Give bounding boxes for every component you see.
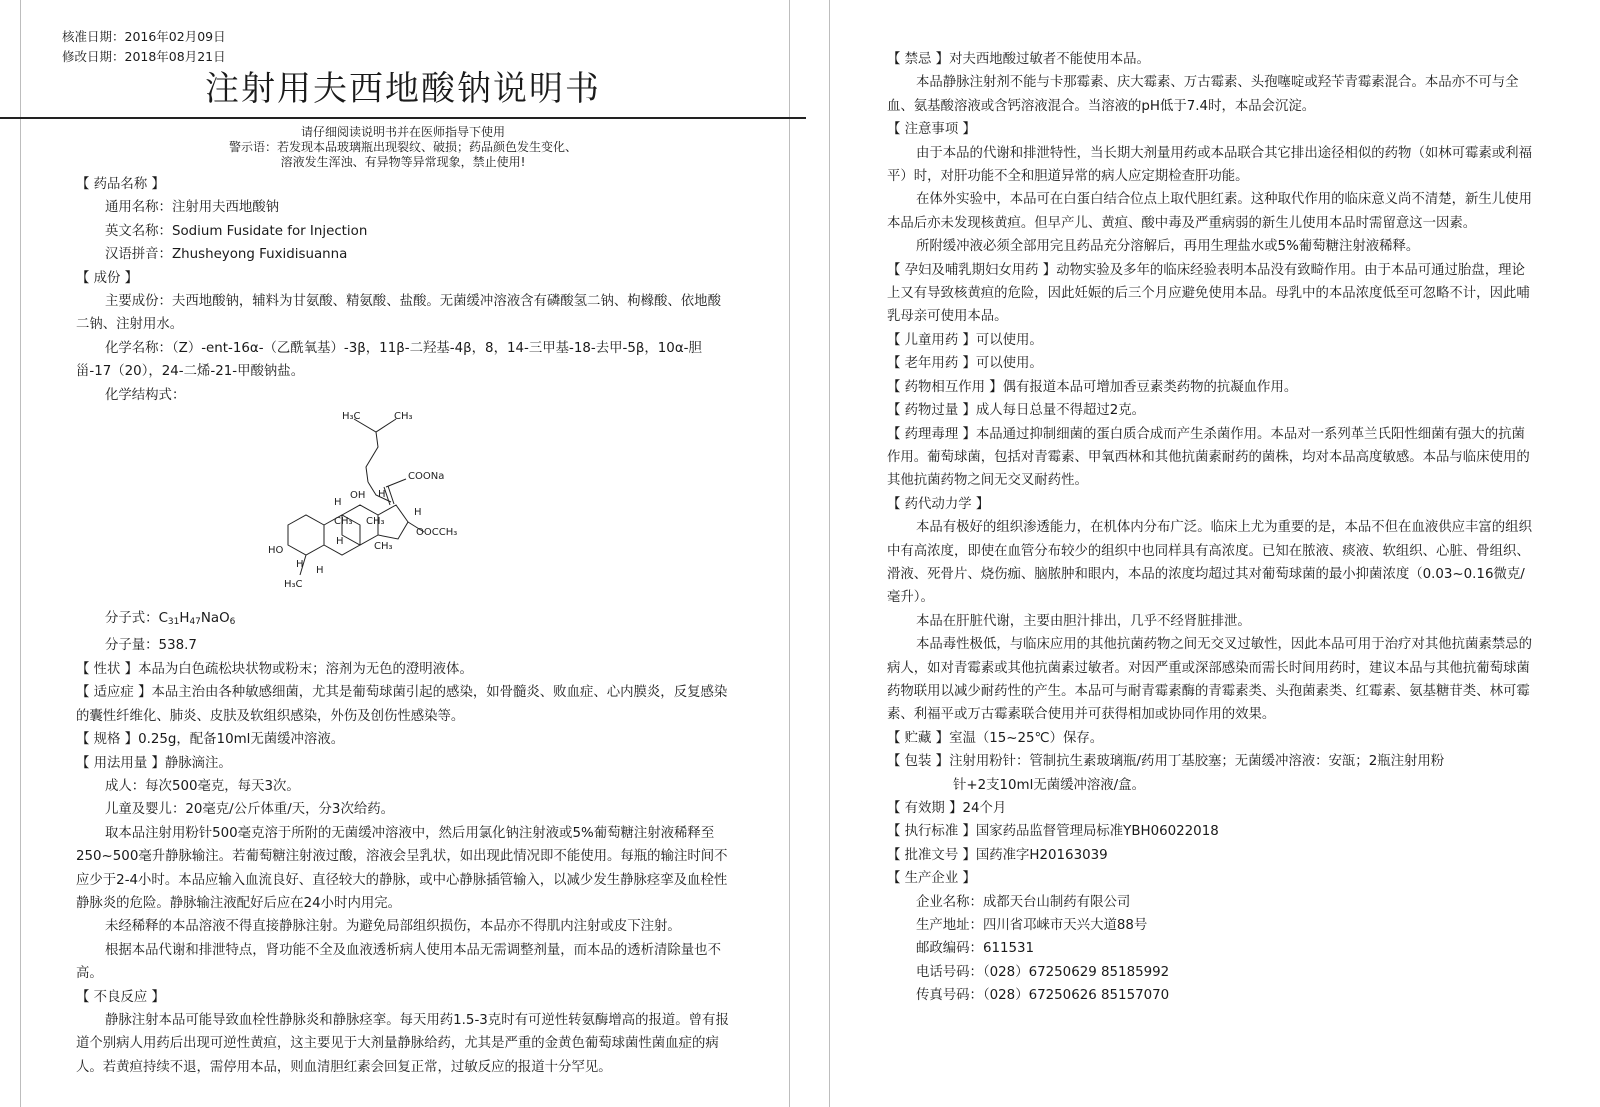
section-standard: 【 执行标准 】国家药品监督管理局标准YBH06022018 <box>887 824 1219 840</box>
pk-paragraph-1: 本品有极好的组织渗透能力，在机体内分布广泛。临床上尤为重要的是，本品不但在血液供应丰富的组织中有高浓度，即使在血管分布较少的组织中也同样具有高浓度。已知在脓液、痰液、软组织、心脏、骨组织、滑液、死骨片、烧伤痂、脑脓肿和眼内，本品的浓度均超过其对葡萄球菌的最小抑菌浓度（0.03~0.16微克/毫升）。 <box>887 520 1532 606</box>
label-h-c: H <box>316 565 324 577</box>
section-contraindications: 【 禁忌 】对夫西地酸过敏者不能使用本品。 <box>887 52 1150 67</box>
formula-nao: NaO <box>200 611 230 627</box>
section-composition: 【 成份 】 <box>76 270 139 286</box>
section-drug-name: 【 药品名称 】 <box>76 177 165 192</box>
usage-paragraph-3: 根据本品代谢和排泄特点，肾功能不全及血液透析病人使用本品无需调整剂量，而本品的透析清除量也不高。 <box>76 942 721 982</box>
formula-label: 分子式： <box>105 611 159 627</box>
page-divider-right <box>829 0 830 1107</box>
warning-line-2: 溶液发生浑浊、有异物等异常现象，禁止使用! <box>280 155 526 169</box>
section-pregnancy: 【 孕妇及哺乳期妇女用药 】动物实验及多年的临床经验表明本品没有致畸作用。由于本品可通过胎盘，理论上又有导致核黄疸的危险，因此妊娠的后三个月应避免使用本品。母乳中的本品浓度低至可忽略不计，因此哺乳母亲可使用本品。 <box>887 262 1530 325</box>
contraindication-mix: 本品静脉注射剂不能与卡那霉素、庆大霉素、万古霉素、头孢噻啶或羟苄青霉素混合。本品亦不可与全血、氨基酸溶液或含钙溶液混合。当溶液的pH低于7.4时，本品会沉淀。 <box>887 75 1519 114</box>
structure-diagram <box>266 407 566 607</box>
label-coona: COONa <box>408 471 445 483</box>
section-interactions: 【 药物相互作用 】偶有报道本品可增加香豆素类药物的抗凝血作用。 <box>887 379 1298 395</box>
formula-h-count: 47 <box>189 617 201 628</box>
label-h16: H <box>414 507 422 519</box>
manufacturer-address: 生产地址：四川省邛崃市天兴大道88号 <box>916 918 1148 934</box>
usage-paragraph-2: 未经稀释的本品溶液不得直接静脉注射。为避免局部组织损伤，本品亦不得肌内注射或皮下注射。 <box>105 919 681 935</box>
formula-c: C <box>158 611 168 627</box>
section-precautions: 【 注意事项 】 <box>887 122 976 138</box>
manufacturer-zip: 邮政编码：611531 <box>916 941 1035 957</box>
pk-paragraph-2: 本品在肝脏代谢，主要由胆汁排出，几乎不经肾脏排泄。 <box>916 613 1251 629</box>
chemical-name: 化学名称：（Z）-ent-16α-（乙酰氧基）-3β，11β-二羟基-4β，8，14-三甲基-18-去甲-5β，10α-胆甾-17（20），24-二烯-21-甲酸钠盐。 <box>76 340 702 380</box>
precaution-2: 在体外实验中，本品可在白蛋白结合位点上取代胆红素。这种取代作用的临床意义尚不清楚，新生儿使用本品后亦未发现核黄疸。但早产儿、黄疸、酸中毒及严重病弱的新生儿使用本品时需留意这一因素。 <box>887 192 1532 231</box>
chemical-structure <box>76 407 730 607</box>
manufacturer-tel: 电话号码：（028）67250629 85185992 <box>916 964 1170 980</box>
molecular-weight: 分子量：538.7 <box>105 638 197 654</box>
left-page <box>0 0 806 1079</box>
section-approval: 【 批准文号 】国药准字H20163039 <box>887 847 1108 863</box>
label-oacch3: OOCCH₃ <box>416 527 458 539</box>
section-indications: 【 适应症 】本品主治由各种敏感细菌，尤其是葡萄球菌引起的感染，如骨髓炎、败血症、心内膜炎，反复感染的囊性纤维化、肺炎、皮肤及软组织感染，外伤及创伤性感染等。 <box>76 685 728 724</box>
usage-paragraph-1: 取本品注射用粉针500毫克溶于所附的无菌缓冲溶液中，然后用氯化钠注射液或5%葡萄糖注射液稀释至250~500毫升静脉输注。若葡萄糖注射液过酸，溶液会呈乳状，如出现此情况即不能使用。每瓶的输注时间不应少于2-4小时。本品应输入血流良好、直径较大的静脉，或中心静脉插管输入，以减少发生静脉痉挛及血栓性静脉炎的危险。静脉输注液配好后应在24小时内用完。 <box>76 825 728 911</box>
manufacturer-fax: 传真号码：（028）67250626 85157070 <box>916 988 1170 1004</box>
label-oh11: OH <box>350 490 366 502</box>
molecular-formula <box>76 607 730 634</box>
pinyin-name: 汉语拼音：Zhusheyong Fuxidisuanna <box>105 247 348 263</box>
label-h3c-top: H₃C <box>342 411 361 423</box>
section-pediatric: 【 儿童用药 】可以使用。 <box>887 332 1043 348</box>
right-page <box>887 48 1537 1008</box>
section-package: 【 包装 】注射用粉针：管制抗生素玻璃瓶/药用丁基胶塞；无菌缓冲溶液：安瓿；2瓶注射用粉 <box>887 754 1445 770</box>
formula-o-count: 6 <box>229 617 236 628</box>
label-h3c-bottom: H₃C <box>284 579 303 591</box>
side-chain <box>354 419 396 482</box>
label-ch3-a: CH₃ <box>334 516 353 528</box>
adverse-paragraph: 静脉注射本品可能导致血栓性静脉炎和静脉痉挛。每天用药1.5-3克时有可逆性转氨酶增高的报道。曾有报道个别病人用药后出现可逆性黄疸，这主要见于大剂量静脉给药，尤其是严重的金黄色葡萄球菌性菌血症的病人。若黄疸持续不退，需停用本品，则血清胆红素会回复正常，过敏反应的报道十分罕见。 <box>76 1012 729 1075</box>
label-ho3: HO <box>268 545 284 557</box>
formula-c-count: 31 <box>167 617 180 628</box>
section-adverse: 【 不良反应 】 <box>76 989 165 1005</box>
manufacturer-name: 企业名称：成都天台山制药有限公司 <box>916 894 1131 910</box>
section-overdose: 【 药物过量 】成人每日总量不得超过2克。 <box>887 403 1146 419</box>
section-properties: 【 性状 】本品为白色疏松块状物或粉末；溶剂为无色的澄明液体。 <box>76 661 473 677</box>
section-usage: 【 用法用量 】静脉滴注。 <box>76 755 232 771</box>
generic-name: 通用名称：注射用夫西地酸钠 <box>105 200 280 216</box>
read-notice: 请仔细阅读说明书并在医师指导下使用 <box>300 125 505 139</box>
usage-child: 儿童及婴儿：20毫克/公斤体重/天，分3次给药。 <box>105 802 395 818</box>
formula-h: H <box>179 611 190 627</box>
label-ch3-top: CH₃ <box>394 411 413 423</box>
revision-date: 修改日期：2018年08月21日 <box>62 49 226 64</box>
label-h-a: H <box>336 536 344 548</box>
label-ch3-c: CH₃ <box>374 541 393 553</box>
section-pharmacology: 【 药理毒理 】本品通过抑制细菌的蛋白质合成而产生杀菌作用。本品对一系列革兰氏阳性细菌有强大的抗菌作用。葡萄球菌，包括对青霉素、甲氧西林和其他抗菌素耐药的菌株，均对本品高度敏感。本品与临床使用的其他抗菌药物之间无交叉耐药性。 <box>887 426 1530 489</box>
label-h-b: H <box>296 559 304 571</box>
section-storage: 【 贮藏 】室温（15~25℃）保存。 <box>887 730 1104 746</box>
precaution-3: 所附缓冲液必须全部用完且药品充分溶解后，再用生理盐水或5%葡萄糖注射液稀释。 <box>916 239 1420 255</box>
english-name: 英文名称：Sodium Fusidate for Injection <box>105 223 368 239</box>
label-ch3-b: CH₃ <box>366 516 385 528</box>
approval-date: 核准日期：2016年02月09日 <box>62 29 226 44</box>
label-h11: H <box>334 497 342 509</box>
label-h13: H <box>378 489 386 501</box>
usage-adult: 成人：每次500毫克，每天3次。 <box>105 778 300 794</box>
section-pharmacokinetics: 【 药代动力学 】 <box>887 496 990 512</box>
page-title: 注射用夫西地酸钠说明书 <box>205 69 601 109</box>
section-geriatric: 【 老年用药 】可以使用。 <box>887 356 1043 372</box>
warning-line-1: 警示语：若发现本品玻璃瓶出现裂纹、破损；药品颜色发生变化、 <box>228 140 577 154</box>
main-ingredients: 主要成份：夫西地酸钠，辅料为甘氨酸、精氨酸、盐酸。无菌缓冲溶液含有磷酸氢二钠、枸橼酸、依地酸二钠、注射用水。 <box>76 294 721 333</box>
section-manufacturer: 【 生产企业 】 <box>887 871 976 887</box>
pk-paragraph-3: 本品毒性极低，与临床应用的其他抗菌药物之间无交叉过敏性，因此本品可用于治疗对其他抗菌素禁忌的病人，如对青霉素或其他抗菌素过敏者。对因严重或深部感染而需长时间用药时，建议本品与其他抗葡萄球菌药物联用以减少耐药性的产生。本品可与耐青霉素酶的青霉素类、头孢菌素类、红霉素、氨基糖苷类、林可霉素、利福平或万古霉素联合使用并可获得相加或协同作用的效果。 <box>887 637 1532 723</box>
structure-label: 化学结构式： <box>105 387 186 403</box>
ring-a <box>288 515 324 555</box>
section-validity: 【 有效期 】24个月 <box>887 801 1007 816</box>
package-line-2: 针+2支10ml无菌缓冲溶液/盒。 <box>953 777 1145 793</box>
section-spec: 【 规格 】0.25g，配备10ml无菌缓冲溶液。 <box>76 732 345 748</box>
title-rule <box>0 117 806 119</box>
precaution-1: 由于本品的代谢和排泄特性，当长期大剂量用药或本品联合其它排出途径相似的药物（如林可霉素或利福平）时，对肝功能不全和胆道异常的病人应定期检查肝功能。 <box>887 145 1532 185</box>
